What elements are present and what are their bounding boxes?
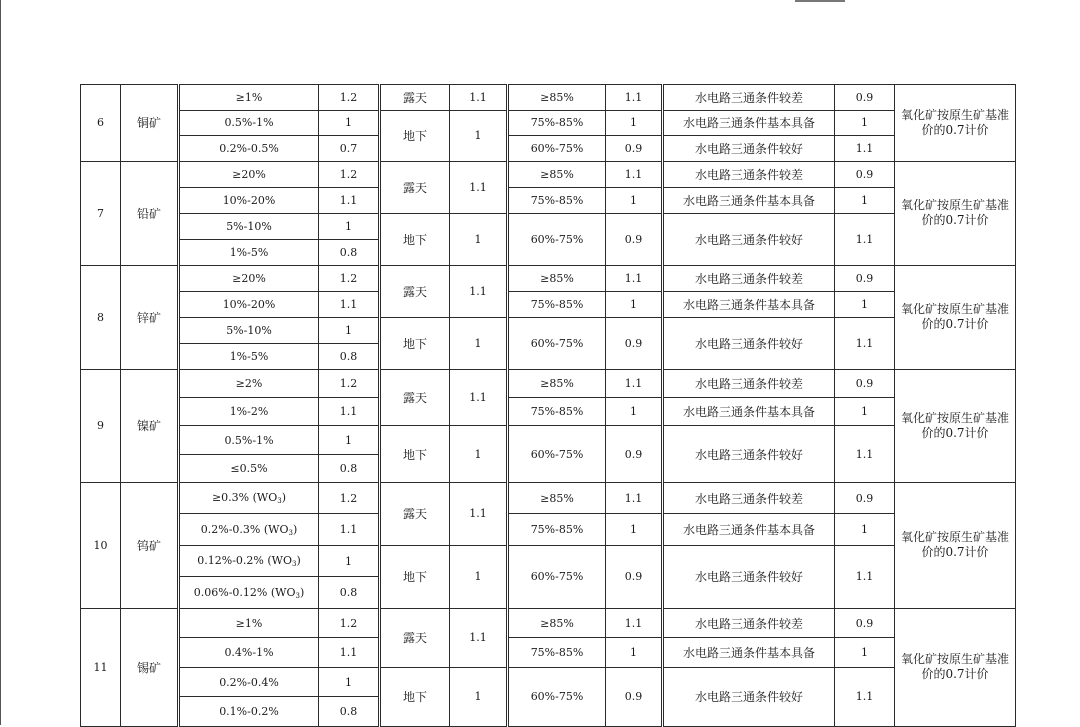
remark-note: 氧化矿按原生矿基准价的0.7计价 bbox=[895, 85, 1016, 162]
mining-coefficient: 1.1 bbox=[450, 85, 508, 111]
table-row bbox=[81, 482, 1016, 514]
condition-coefficient: 0.9 bbox=[835, 482, 895, 514]
mining-method: 露天 bbox=[380, 265, 450, 317]
mining-method: 地下 bbox=[380, 426, 450, 483]
recovery-rate: 60%-75% bbox=[508, 213, 606, 265]
condition-coefficient: 1.1 bbox=[835, 317, 895, 369]
remark-note: 氧化矿按原生矿基准价的0.7计价 bbox=[895, 265, 1016, 369]
mineral-price-coefficient-table bbox=[80, 84, 1016, 727]
grade-range: ≤0.5% bbox=[179, 454, 319, 482]
grade-range: 1%-5% bbox=[179, 343, 319, 369]
recovery-coefficient: 0.9 bbox=[606, 136, 663, 162]
mining-coefficient: 1 bbox=[450, 426, 508, 483]
recovery-rate: 60%-75% bbox=[508, 136, 606, 162]
recovery-rate: 75%-85% bbox=[508, 291, 606, 317]
row-number: 6 bbox=[81, 85, 121, 162]
mineral-name: 铅矿 bbox=[121, 161, 179, 265]
infrastructure-condition: 水电路三通条件较差 bbox=[663, 85, 835, 111]
grade-range: ≥20% bbox=[179, 265, 319, 291]
recovery-coefficient: 1.1 bbox=[606, 265, 663, 291]
scan-top-mark bbox=[795, 0, 845, 2]
grade-coefficient: 1.2 bbox=[319, 369, 380, 397]
grade-range: ≥1% bbox=[179, 608, 319, 638]
grade-coefficient: 0.8 bbox=[319, 239, 380, 265]
recovery-coefficient: 0.9 bbox=[606, 545, 663, 608]
infrastructure-condition: 水电路三通条件较好 bbox=[663, 426, 835, 483]
mining-method: 露天 bbox=[380, 482, 450, 545]
table-row bbox=[81, 187, 1016, 213]
recovery-rate: 60%-75% bbox=[508, 545, 606, 608]
mining-method: 地下 bbox=[380, 213, 450, 265]
infrastructure-condition: 水电路三通条件较差 bbox=[663, 482, 835, 514]
grade-range: ≥20% bbox=[179, 161, 319, 187]
condition-coefficient: 0.9 bbox=[835, 85, 895, 111]
grade-range: 0.06%-0.12% $(WO_3)$ bbox=[179, 577, 319, 609]
grade-coefficient: 1.1 bbox=[319, 514, 380, 546]
grade-coefficient: 1 bbox=[319, 545, 380, 577]
condition-coefficient: 1 bbox=[835, 514, 895, 546]
mining-coefficient: 1 bbox=[450, 545, 508, 608]
recovery-rate: ≥85% bbox=[508, 85, 606, 111]
row-number: 9 bbox=[81, 369, 121, 482]
row-number: 11 bbox=[81, 608, 121, 726]
grade-coefficient: 1.2 bbox=[319, 161, 380, 187]
mining-coefficient: 1 bbox=[450, 667, 508, 726]
table-row bbox=[81, 317, 1016, 343]
mining-method: 露天 bbox=[380, 85, 450, 111]
recovery-rate: ≥85% bbox=[508, 482, 606, 514]
table-row bbox=[81, 291, 1016, 317]
condition-coefficient: 1.1 bbox=[835, 426, 895, 483]
mining-method: 露天 bbox=[380, 369, 450, 426]
condition-coefficient: 1 bbox=[835, 291, 895, 317]
infrastructure-condition: 水电路三通条件基本具备 bbox=[663, 291, 835, 317]
table-row bbox=[81, 110, 1016, 136]
recovery-coefficient: 1 bbox=[606, 291, 663, 317]
mining-coefficient: 1 bbox=[450, 213, 508, 265]
recovery-coefficient: 1.1 bbox=[606, 608, 663, 638]
infrastructure-condition: 水电路三通条件较好 bbox=[663, 213, 835, 265]
table-row bbox=[81, 667, 1016, 697]
mining-coefficient: 1.1 bbox=[450, 265, 508, 317]
grade-range: 0.5%-1% bbox=[179, 110, 319, 136]
grade-range: 10%-20% bbox=[179, 291, 319, 317]
mineral-name: 铜矿 bbox=[121, 85, 179, 162]
condition-coefficient: 0.9 bbox=[835, 265, 895, 291]
mining-method: 地下 bbox=[380, 317, 450, 369]
table-row bbox=[81, 514, 1016, 546]
condition-coefficient: 0.9 bbox=[835, 161, 895, 187]
mining-coefficient: 1 bbox=[450, 110, 508, 161]
mining-method: 地下 bbox=[380, 110, 450, 161]
row-number: 7 bbox=[81, 161, 121, 265]
condition-coefficient: 1 bbox=[835, 187, 895, 213]
grade-coefficient: 1.1 bbox=[319, 638, 380, 668]
table-row bbox=[81, 369, 1016, 397]
recovery-coefficient: 0.9 bbox=[606, 317, 663, 369]
infrastructure-condition: 水电路三通条件较好 bbox=[663, 317, 835, 369]
grade-coefficient: 0.7 bbox=[319, 136, 380, 162]
grade-range: ≥0.3% $(WO_3)$ bbox=[179, 482, 319, 514]
grade-range: 0.5%-1% bbox=[179, 426, 319, 454]
recovery-coefficient: 1.1 bbox=[606, 161, 663, 187]
recovery-rate: 75%-85% bbox=[508, 398, 606, 426]
grade-range: 0.2%-0.3% $(WO_3)$ bbox=[179, 514, 319, 546]
table-row bbox=[81, 136, 1016, 162]
grade-range: 5%-10% bbox=[179, 317, 319, 343]
grade-coefficient: 1.1 bbox=[319, 291, 380, 317]
grade-coefficient: 1.2 bbox=[319, 608, 380, 638]
condition-coefficient: 1.1 bbox=[835, 667, 895, 726]
grade-coefficient: 0.8 bbox=[319, 343, 380, 369]
condition-coefficient: 1 bbox=[835, 638, 895, 668]
condition-coefficient: 1.1 bbox=[835, 136, 895, 162]
recovery-coefficient: 1.1 bbox=[606, 482, 663, 514]
recovery-rate: 75%-85% bbox=[508, 110, 606, 136]
recovery-rate: ≥85% bbox=[508, 369, 606, 397]
row-number: 8 bbox=[81, 265, 121, 369]
condition-coefficient: 1 bbox=[835, 398, 895, 426]
grade-coefficient: 1.2 bbox=[319, 482, 380, 514]
infrastructure-condition: 水电路三通条件基本具备 bbox=[663, 110, 835, 136]
grade-coefficient: 1 bbox=[319, 317, 380, 343]
grade-coefficient: 1.1 bbox=[319, 398, 380, 426]
mining-method: 地下 bbox=[380, 545, 450, 608]
table-row bbox=[81, 426, 1016, 454]
remark-note: 氧化矿按原生矿基准价的0.7计价 bbox=[895, 608, 1016, 726]
table-row bbox=[81, 265, 1016, 291]
infrastructure-condition: 水电路三通条件较好 bbox=[663, 136, 835, 162]
mineral-name: 锌矿 bbox=[121, 265, 179, 369]
infrastructure-condition: 水电路三通条件较差 bbox=[663, 161, 835, 187]
remark-note: 氧化矿按原生矿基准价的0.7计价 bbox=[895, 161, 1016, 265]
recovery-coefficient: 1 bbox=[606, 398, 663, 426]
recovery-coefficient: 1 bbox=[606, 638, 663, 668]
grade-range: 0.2%-0.5% bbox=[179, 136, 319, 162]
recovery-rate: 60%-75% bbox=[508, 667, 606, 726]
recovery-rate: 60%-75% bbox=[508, 317, 606, 369]
grade-coefficient: 1 bbox=[319, 667, 380, 697]
mining-coefficient: 1.1 bbox=[450, 161, 508, 213]
infrastructure-condition: 水电路三通条件基本具备 bbox=[663, 514, 835, 546]
grade-coefficient: 1 bbox=[319, 110, 380, 136]
mining-method: 地下 bbox=[380, 667, 450, 726]
table-row bbox=[81, 85, 1016, 111]
grade-range: 1%-2% bbox=[179, 398, 319, 426]
condition-coefficient: 1.1 bbox=[835, 545, 895, 608]
recovery-rate: 75%-85% bbox=[508, 187, 606, 213]
infrastructure-condition: 水电路三通条件较差 bbox=[663, 369, 835, 397]
infrastructure-condition: 水电路三通条件基本具备 bbox=[663, 398, 835, 426]
table-row bbox=[81, 398, 1016, 426]
infrastructure-condition: 水电路三通条件较好 bbox=[663, 667, 835, 726]
mining-coefficient: 1.1 bbox=[450, 608, 508, 667]
grade-range: 0.2%-0.4% bbox=[179, 667, 319, 697]
grade-range: 10%-20% bbox=[179, 187, 319, 213]
condition-coefficient: 0.9 bbox=[835, 369, 895, 397]
grade-coefficient: 1.2 bbox=[319, 265, 380, 291]
infrastructure-condition: 水电路三通条件基本具备 bbox=[663, 638, 835, 668]
table-row bbox=[81, 213, 1016, 239]
condition-coefficient: 1.1 bbox=[835, 213, 895, 265]
mining-coefficient: 1.1 bbox=[450, 482, 508, 545]
recovery-coefficient: 0.9 bbox=[606, 667, 663, 726]
grade-coefficient: 0.8 bbox=[319, 697, 380, 727]
condition-coefficient: 0.9 bbox=[835, 608, 895, 638]
infrastructure-condition: 水电路三通条件较好 bbox=[663, 545, 835, 608]
recovery-rate: 75%-85% bbox=[508, 638, 606, 668]
recovery-coefficient: 1 bbox=[606, 514, 663, 546]
mining-method: 露天 bbox=[380, 608, 450, 667]
grade-coefficient: 0.8 bbox=[319, 454, 380, 482]
infrastructure-condition: 水电路三通条件基本具备 bbox=[663, 187, 835, 213]
grade-range: 0.4%-1% bbox=[179, 638, 319, 668]
grade-coefficient: 1 bbox=[319, 213, 380, 239]
grade-coefficient: 0.8 bbox=[319, 577, 380, 609]
recovery-coefficient: 1.1 bbox=[606, 85, 663, 111]
grade-coefficient: 1.2 bbox=[319, 85, 380, 111]
infrastructure-condition: 水电路三通条件较差 bbox=[663, 265, 835, 291]
grade-coefficient: 1 bbox=[319, 426, 380, 454]
scan-page-edge bbox=[0, 0, 1, 725]
recovery-rate: 60%-75% bbox=[508, 426, 606, 483]
row-number: 10 bbox=[81, 482, 121, 608]
grade-range: 5%-10% bbox=[179, 213, 319, 239]
grade-range: ≥2% bbox=[179, 369, 319, 397]
mining-coefficient: 1 bbox=[450, 317, 508, 369]
mining-method: 露天 bbox=[380, 161, 450, 213]
recovery-rate: ≥85% bbox=[508, 608, 606, 638]
recovery-coefficient: 1 bbox=[606, 110, 663, 136]
recovery-coefficient: 1.1 bbox=[606, 369, 663, 397]
mineral-name: 钨矿 bbox=[121, 482, 179, 608]
recovery-coefficient: 0.9 bbox=[606, 213, 663, 265]
remark-note: 氧化矿按原生矿基准价的0.7计价 bbox=[895, 369, 1016, 482]
mineral-name: 锡矿 bbox=[121, 608, 179, 726]
table-row bbox=[81, 638, 1016, 668]
recovery-coefficient: 1 bbox=[606, 187, 663, 213]
table-row bbox=[81, 545, 1016, 577]
table-row bbox=[81, 608, 1016, 638]
grade-range: 1%-5% bbox=[179, 239, 319, 265]
recovery-rate: 75%-85% bbox=[508, 514, 606, 546]
mineral-name: 镍矿 bbox=[121, 369, 179, 482]
grade-range: ≥1% bbox=[179, 85, 319, 111]
infrastructure-condition: 水电路三通条件较差 bbox=[663, 608, 835, 638]
grade-coefficient: 1.1 bbox=[319, 187, 380, 213]
remark-note: 氧化矿按原生矿基准价的0.7计价 bbox=[895, 482, 1016, 608]
grade-range: 0.1%-0.2% bbox=[179, 697, 319, 727]
table-row bbox=[81, 161, 1016, 187]
recovery-rate: ≥85% bbox=[508, 265, 606, 291]
grade-range: 0.12%-0.2% $(WO_3)$ bbox=[179, 545, 319, 577]
recovery-coefficient: 0.9 bbox=[606, 426, 663, 483]
mining-coefficient: 1.1 bbox=[450, 369, 508, 426]
recovery-rate: ≥85% bbox=[508, 161, 606, 187]
condition-coefficient: 1 bbox=[835, 110, 895, 136]
